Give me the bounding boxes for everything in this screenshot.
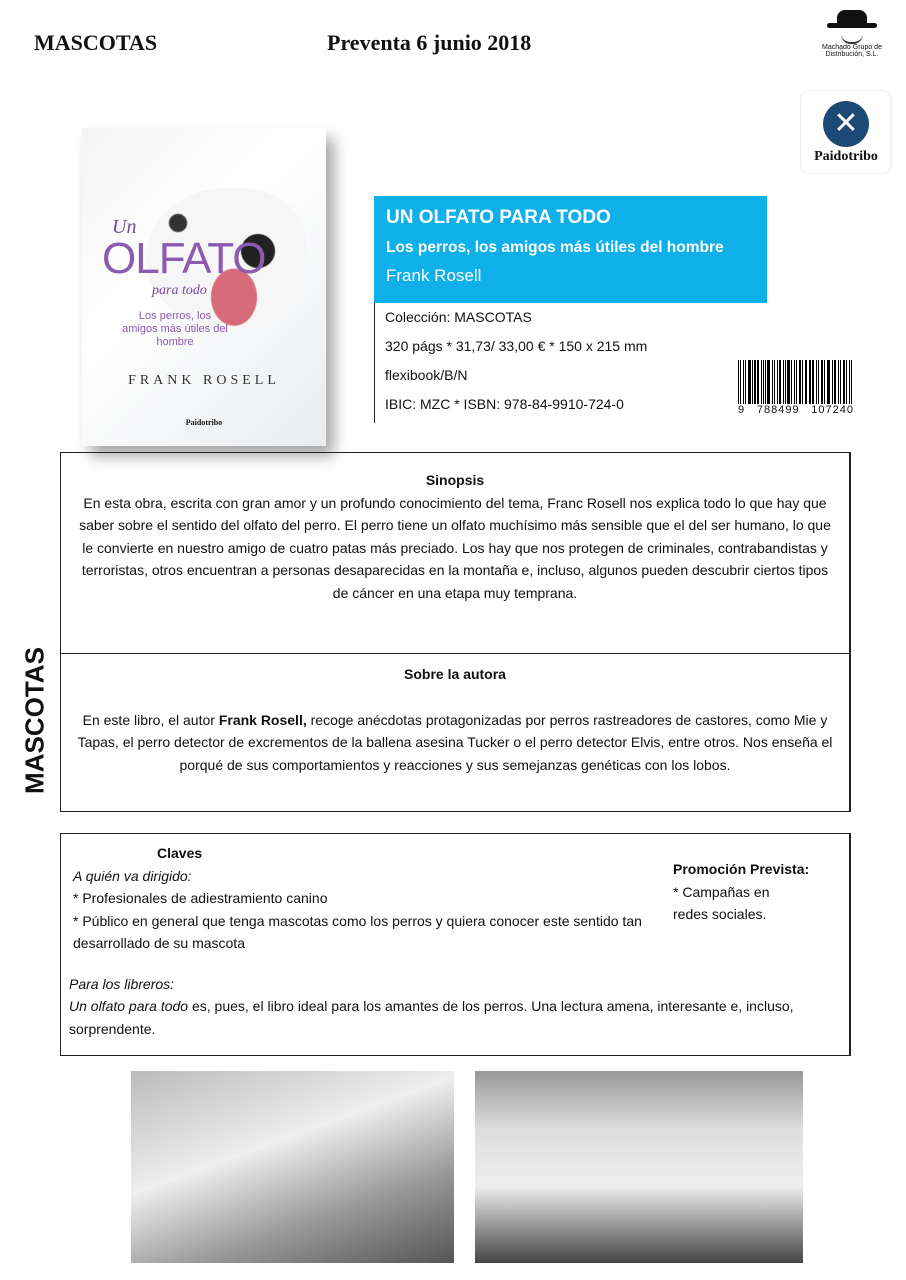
keys-heading: Claves [157,845,203,861]
distributor-name: Machado Grupo de Distribución, S.L. [822,44,882,58]
publisher-logo [800,90,892,174]
cover-olfato: OLFATO [102,234,266,283]
category-title: MASCOTAS [34,30,158,55]
book-title: UN OLFATO PARA TODO [386,207,611,228]
barcode-bar [783,360,784,404]
barcode-bar [763,360,764,404]
barcode-bar [743,360,744,404]
distributor-logo [802,10,902,58]
book-cover [82,128,326,446]
format: flexibook/B/N [385,367,468,383]
barcode-bar [752,360,753,404]
audience-label: A quién va dirigido: [73,867,192,884]
paidotribo-figure-icon: ✕ [823,101,869,147]
barcode-bar [757,360,759,404]
photo-girl-with-dog [131,1071,454,1263]
barcode-bar [767,360,769,404]
barcode-bar [834,360,836,404]
hat-man-icon [827,10,877,44]
barcode-bar [779,360,781,404]
pages-price: 320 págs * 31,73/ 33,00 € * 150 x 215 mm [385,338,648,354]
collection: Colección: MASCOTAS [385,309,532,325]
synopsis-text: En esta obra, escrita con gran amor y un profundo conocimiento del tema, Franc Rosell nos explica todo lo que hay que saber sobre el sentido del olfato del perro. El perro tiene un olfato muchísimo más sensible que el del ser humano, lo que le convierte en nuestro amigo de cuatro patas más preciado. Los hay que nos protegen de criminales, contrabandistas y terroristas, otros encuentran a personas desaparecidas en la montaña e, incluso, algunos pueden descubrir ciertos tipos de cáncer en una etapa muy temprana. [79,494,831,601]
barcode-bar [832,360,833,404]
barcode-bar [809,360,811,404]
side-category-label: MASCOTAS [19,647,50,794]
promo-label: Promoción Prevista: [673,861,810,877]
book-subtitle: Los perros, los amigos más útiles del hombre [386,239,724,256]
barcode-bar [777,360,778,404]
booksellers-text: Un olfato para todo es, pues, el libro ideal para los amantes de los perros. Una lectura amena, interesante e, incluso, sorprendente. [69,998,794,1037]
barcode-bar [846,360,847,404]
barcode-bar [774,360,775,404]
barcode-bar [824,360,825,404]
booksellers-label: Para los libreros: [69,975,175,992]
author-heading: Sobre la autora [404,666,506,682]
barcode-bar [812,360,814,404]
barcode-bar [816,360,817,404]
cover-para-todo: para todo [152,283,207,298]
barcode-bar [840,360,841,404]
book-author: Frank Rosell [386,266,482,285]
book-details [374,303,647,423]
barcode-bar [748,360,750,404]
barcode-bar [805,360,806,404]
promo-text: * Campañas en redes sociales. [673,883,770,922]
audience-item: * Público en general que tenga mascotas como los perros y quiera conocer este sentido tan desarrollado de su mascota [73,912,642,951]
author-box [60,653,851,812]
barcode-bar [745,360,746,404]
barcode-bar [821,360,823,404]
barcode-bar [851,360,852,404]
barcode-bar [849,360,851,404]
barcode-bars [738,360,854,404]
barcode-bar [738,360,739,404]
cover-subtitle: Los perros, los amigos más útiles del hombre [122,310,228,348]
barcode-bar [761,360,762,404]
barcode-left: 788499 [756,404,800,416]
cover-publisher: Paidotribo [185,418,223,427]
barcode-bar [791,360,792,404]
barcode-bar [843,360,845,404]
synopsis-heading: Sinopsis [425,472,485,488]
cover-un: Un [112,216,137,238]
barcode-bar [796,360,798,404]
barcode-bar [828,360,830,404]
barcode-digit: 9 [738,404,746,416]
barcode-bar [740,360,742,404]
isbn: IBIC: MZC * ISBN: 978-84-9910-724-0 [385,396,624,412]
synopsis-box [60,452,851,654]
barcode-bar [818,360,819,404]
barcode-bar [838,360,839,404]
photo-dog-in-snow [475,1071,803,1263]
barcode-bar [799,360,801,404]
publisher-name: Paidotribo [814,149,878,164]
audience-item: * Profesionales de adiestramiento canino [73,890,328,906]
cover-author: FRANK ROSELL [128,373,280,388]
barcode-bar [765,360,766,404]
barcode-bar [785,360,786,404]
keys-box [60,833,851,1056]
title-banner [374,196,767,303]
barcode-bar [787,360,789,404]
barcode-bar [772,360,774,404]
barcode-bar [754,360,756,404]
presale-date: Preventa 6 junio 2018 [327,30,532,55]
barcode [738,360,854,416]
barcode-bar [802,360,803,404]
barcode-right: 107240 [811,404,854,416]
barcode-bar [827,360,828,404]
barcode-bar [806,360,807,404]
author-text: En este libro, el autor Frank Rosell, recoge anécdotas protagonizadas por perros rastreadores de castores, como Mie y Tapas, el perro detector de excrementos de la ballena asesina Tucker o el perro detector Elvis, entre otros. Nos enseña el porqué de sus comportamientos y reacciones y sus semejanzas genéticas con los lobos. [77,711,833,773]
barcode-bar [794,360,795,404]
